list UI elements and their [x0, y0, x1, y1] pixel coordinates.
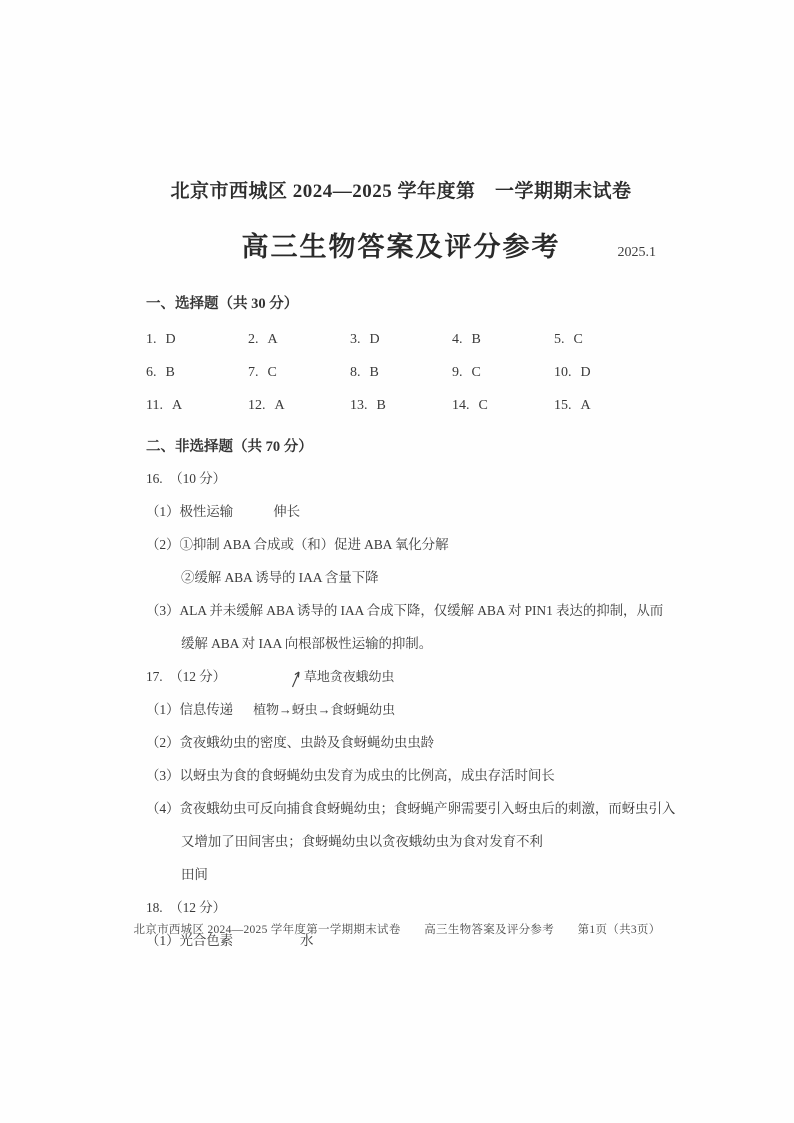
section-choice-heading: 一、选择题（共 30 分）	[146, 296, 299, 312]
answer-letter: A	[274, 398, 285, 413]
answer-letter: D	[580, 365, 591, 380]
answer-cell-15	[554, 398, 656, 414]
arrow-up-icon	[290, 668, 303, 688]
answer-number: 13.	[350, 398, 368, 413]
answer-letter: C	[267, 365, 277, 380]
answer-number: 6.	[146, 365, 157, 380]
answer-letter: A	[171, 398, 183, 413]
answer-key-title: 高三生物答案及评分参考	[241, 232, 561, 262]
choice-answers-grid	[146, 332, 656, 414]
q17-answer-3: （3）以蚜虫为食的食蚜蝇幼虫发育为成虫的比例高，成虫存活时间长	[146, 768, 555, 783]
answer-number: 5.	[554, 332, 565, 347]
answer-letter: C	[471, 365, 481, 380]
food-web-predator-label	[290, 669, 394, 684]
page-footer: 北京市西城区 2024—2025 学年度第一学期期末试卷 高三生物答案及评分参考 第1页（共3页）	[133, 924, 661, 936]
food-web-predator-text: 草地贪夜蛾幼虫	[304, 669, 395, 684]
answer-number: 15.	[554, 398, 572, 413]
answer-cell-10	[554, 365, 656, 381]
q17-answer-4-line3: 田间	[181, 867, 208, 882]
answer-letter: B	[376, 398, 386, 413]
answer-cell-13	[350, 398, 452, 414]
answer-number: 12.	[248, 398, 266, 413]
answer-cell-3	[350, 332, 452, 348]
q16-number: 16. （10 分）	[146, 471, 226, 486]
exam-title-line: 北京市西城区 2024—2025 学年度第 一学期期末试卷	[170, 181, 632, 202]
q16-answer-3-line1: （3）ALA 并未缓解 ABA 诱导的 IAA 合成下降，仅缓解 ABA 对 PIN1 表达的抑制，从而	[146, 603, 664, 618]
answer-letter: A	[267, 332, 278, 347]
answer-letter: B	[471, 332, 481, 347]
q17-answer-2: （2）贪夜蛾幼虫的密度、虫龄及食蚜蝇幼虫虫龄	[146, 735, 435, 750]
q17-number: 17. （12 分）	[146, 669, 226, 684]
answer-cell-9	[452, 365, 554, 381]
answer-letter: C	[573, 332, 583, 347]
q17-answer-4-line2: 又增加了田间害虫；食蚜蝇幼虫以贪夜蛾幼虫为食对发育不利	[181, 834, 543, 849]
answer-cell-14	[452, 398, 554, 414]
answer-number: 4.	[452, 332, 463, 347]
answer-cell-2	[248, 332, 350, 348]
answer-number: 3.	[350, 332, 361, 347]
answer-cell-5	[554, 332, 656, 348]
answer-number: 2.	[248, 332, 259, 347]
answer-cell-11	[146, 398, 248, 414]
answer-letter: A	[580, 398, 591, 413]
answer-letter: C	[478, 398, 488, 413]
answer-cell-1	[146, 332, 248, 348]
answer-number: 9.	[452, 365, 463, 380]
answer-number: 14.	[452, 398, 470, 413]
section-free-heading: 二、非选择题（共 70 分）	[146, 439, 313, 455]
title-row	[146, 225, 656, 265]
answer-cell-7	[248, 365, 350, 381]
q18-number: 18. （12 分）	[146, 900, 226, 915]
exam-date: 2025.1	[617, 245, 656, 260]
answer-letter: D	[165, 332, 176, 347]
q16-answer-2-line2: ②缓解 ABA 诱导的 IAA 含量下降	[181, 570, 379, 585]
answer-number: 1.	[146, 332, 157, 347]
answer-letter: D	[369, 332, 380, 347]
answer-number: 11.	[146, 398, 163, 413]
q18-answer-1: （1）光合色素 水	[146, 933, 314, 948]
answer-letter: B	[369, 365, 379, 380]
q17-answer-4-line1: （4）贪夜蛾幼虫可反向捕食食蚜蝇幼虫；食蚜蝇产卵需要引入蚜虫后的刺激，而蚜虫引入	[146, 801, 676, 816]
food-web-chain: 植物→蚜虫→食蚜蝇幼虫	[253, 702, 395, 717]
answer-number: 8.	[350, 365, 361, 380]
answer-number: 7.	[248, 365, 259, 380]
answer-cell-12	[248, 398, 350, 414]
q17-answer-1: （1）信息传递	[146, 702, 234, 717]
answer-cell-4	[452, 332, 554, 348]
q17-heading-line	[146, 660, 656, 693]
free-response-body	[146, 462, 676, 957]
answer-cell-8	[350, 365, 452, 381]
answer-letter: B	[165, 365, 175, 380]
q16-answer-1: （1）极性运输 伸长	[146, 504, 301, 519]
q16-answer-3-line2: 缓解 ABA 对 IAA 向根部极性运输的抑制。	[181, 636, 433, 651]
answer-number: 10.	[554, 365, 572, 380]
q17-answer-1-line	[146, 693, 656, 726]
answer-cell-6	[146, 365, 248, 381]
q16-answer-2-line1: （2）①抑制 ABA 合成或（和）促进 ABA 氧化分解	[146, 537, 449, 552]
